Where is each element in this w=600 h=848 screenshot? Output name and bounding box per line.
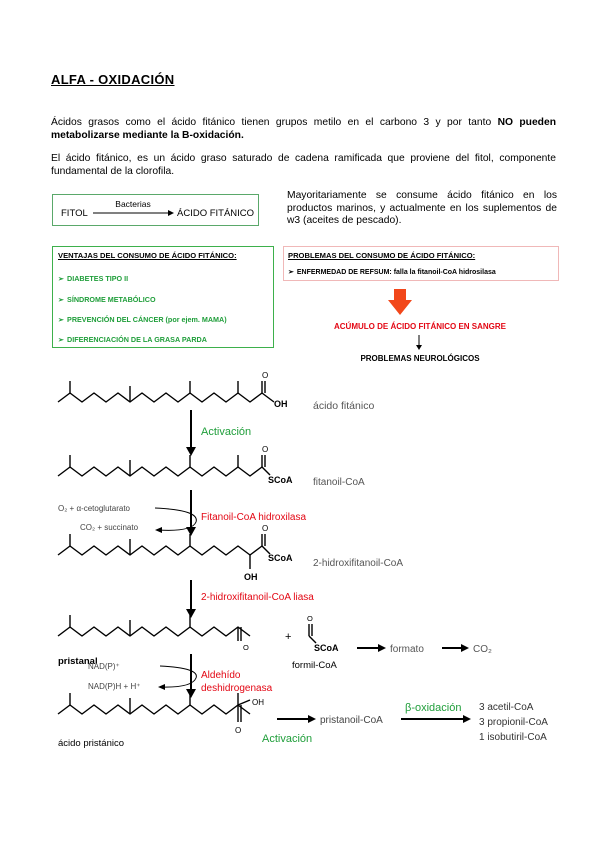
ventaja-text: PREVENCIÓN DEL CÁNCER (por ejem. MAMA) — [67, 315, 227, 324]
ventajas-box — [52, 246, 274, 348]
beta-oxidacion-label: β-oxidación — [405, 702, 462, 714]
scoa-label: SCoA — [268, 475, 293, 485]
pristanal-chain — [58, 627, 250, 636]
fitol-arrow-head — [168, 210, 174, 216]
ventaja-text: DIABETES TIPO II — [67, 274, 129, 283]
intro-paragraph — [51, 116, 556, 142]
to-co2-arrow — [442, 644, 469, 652]
hidroxilasa-arrow — [186, 490, 196, 536]
oh-label: OH — [274, 399, 288, 409]
enzyme-hidroxilasa: Fitanoil-CoA hidroxilasa — [201, 512, 307, 523]
small-down-arrow-icon — [414, 335, 424, 351]
consumption-paragraph: Mayoritariamente se consume ácido fitánico en los productos marinos, y actualmente en los suplementos de w3 (aceites de pescado). — [287, 190, 557, 226]
oxygen-label: O — [235, 726, 242, 735]
oxygen-label: O — [307, 614, 313, 623]
fitanoil-coa-chain — [58, 467, 262, 476]
activacion-arrow — [186, 410, 196, 456]
hidroxifitanoil-name: 2-hidroxifitanoil-CoA — [313, 558, 404, 569]
formato-name: formato — [390, 644, 424, 655]
oxygen-label: O — [262, 524, 269, 533]
hidroxifitanoil-chain — [58, 546, 262, 555]
formil-coa-fragment — [309, 636, 316, 643]
cosub-out-label: CO₂ + succinato — [80, 523, 139, 532]
product-isobutiril: 1 isobutiril-CoA — [479, 732, 547, 743]
enzyme-aldehido: Aldehído — [201, 670, 241, 681]
cosub-arrow-head — [155, 527, 162, 533]
acido-pristanico-name: ácido pristánico — [58, 738, 125, 749]
deshidrogenasa-arrow — [186, 654, 196, 698]
fitol-conversion-box — [52, 194, 259, 226]
liasa-arrow — [186, 580, 196, 618]
fitanoil-coa-name: fitanoil-CoA — [313, 477, 365, 488]
ventaja-text: SÍNDROME METABÓLICO — [67, 295, 156, 304]
pristanal-name: pristanal — [58, 656, 98, 667]
intro-text: Ácidos grasos como el ácido fitánico tienen grupos metilo en el carbono 3 y por tanto — [51, 117, 498, 128]
acido-fitanico-name: ácido fitánico — [313, 400, 375, 412]
formil-coa-name: formil-CoA — [292, 660, 337, 671]
problemas-box — [283, 246, 559, 281]
enzyme-liasa: 2-hidroxifitanoil-CoA liasa — [201, 592, 314, 603]
product-acetil: 3 acetil-CoA — [479, 702, 534, 713]
bullet-icon: ➢ — [288, 269, 294, 276]
fitol-label: FITOL — [61, 208, 88, 219]
acumulo-text: ACÚMULO DE ÁCIDO FITÁNICO EN SANGRE — [334, 322, 506, 331]
ventaja-item — [58, 274, 128, 283]
activacion-label-2: Activación — [262, 733, 313, 745]
activacion-label: Activación — [201, 426, 252, 438]
nad-in-label: NAD(P)⁺ — [88, 662, 120, 671]
product-propionil: 3 propionil-CoA — [479, 717, 548, 728]
ventaja-item — [58, 295, 156, 304]
problemas-header: PROBLEMAS DEL CONSUMO DE ÁCIDO FITÁNICO: — [288, 251, 476, 260]
enzyme-deshidrogenasa: deshidrogenasa — [201, 683, 273, 694]
down-arrow-icon — [388, 289, 412, 315]
oh-label: OH — [252, 698, 264, 707]
oxygen-label: O — [262, 445, 269, 454]
bullet-icon: ➢ — [58, 274, 65, 283]
acido-pristanico-chain — [58, 705, 250, 714]
pristanoil-coa-name: pristanoil-CoA — [320, 715, 383, 726]
bullet-icon: ➢ — [58, 295, 65, 304]
co2-name: CO₂ — [473, 644, 492, 655]
to-formato-arrow — [357, 644, 386, 652]
alpha-oxidation-scheme — [0, 370, 600, 770]
problema-item — [288, 268, 496, 276]
bacterias-label: Bacterias — [115, 199, 151, 209]
acido-fitanico-chain — [58, 393, 262, 402]
oh-label: OH — [244, 572, 258, 582]
plus-sign: + — [285, 631, 292, 643]
bullet-icon: ➢ — [58, 335, 65, 344]
origin-paragraph: El ácido fitánico, es un ácido graso saturado de cadena ramificada que proviene del fitol, componente fundamental de la clorofila. — [51, 153, 556, 177]
neuro-text: PROBLEMAS NEUROLÓGICOS — [360, 354, 480, 363]
oxygen-label: O — [262, 371, 269, 380]
ventaja-item — [58, 315, 227, 324]
problema-text: ENFERMEDAD DE REFSUM: falla la fitanoil-CoA hidrosilasa — [296, 269, 496, 276]
intro-end: . — [240, 130, 244, 141]
to-pristanoil-arrow — [277, 715, 316, 723]
acido-fitanico-label: ÁCIDO FITÁNICO — [177, 208, 255, 219]
beta-oxidacion-arrow — [401, 715, 471, 723]
ventaja-text: DIFERENCIACIÓN DE LA GRASA PARDA — [67, 335, 207, 344]
oxygen-label: O — [243, 643, 249, 652]
bullet-icon: ➢ — [58, 315, 65, 324]
page-title: ALFA - OXIDACIÓN — [51, 72, 175, 87]
ventajas-header: VENTAJAS DEL CONSUMO DE ÁCIDO FITÁNICO: — [58, 251, 237, 260]
intro-bold-text: NO pueden metabolizarse mediante la B-oxidación — [51, 117, 556, 141]
ventaja-item — [58, 335, 207, 344]
nad-out-label: NAD(P)H + H⁺ — [88, 682, 141, 691]
scoa-label: SCoA — [268, 553, 293, 563]
scoa-label: SCoA — [314, 643, 339, 653]
cosub-in-label: O₂ + α-cetoglutarato — [58, 504, 130, 513]
nad-arrow-head — [158, 684, 165, 690]
